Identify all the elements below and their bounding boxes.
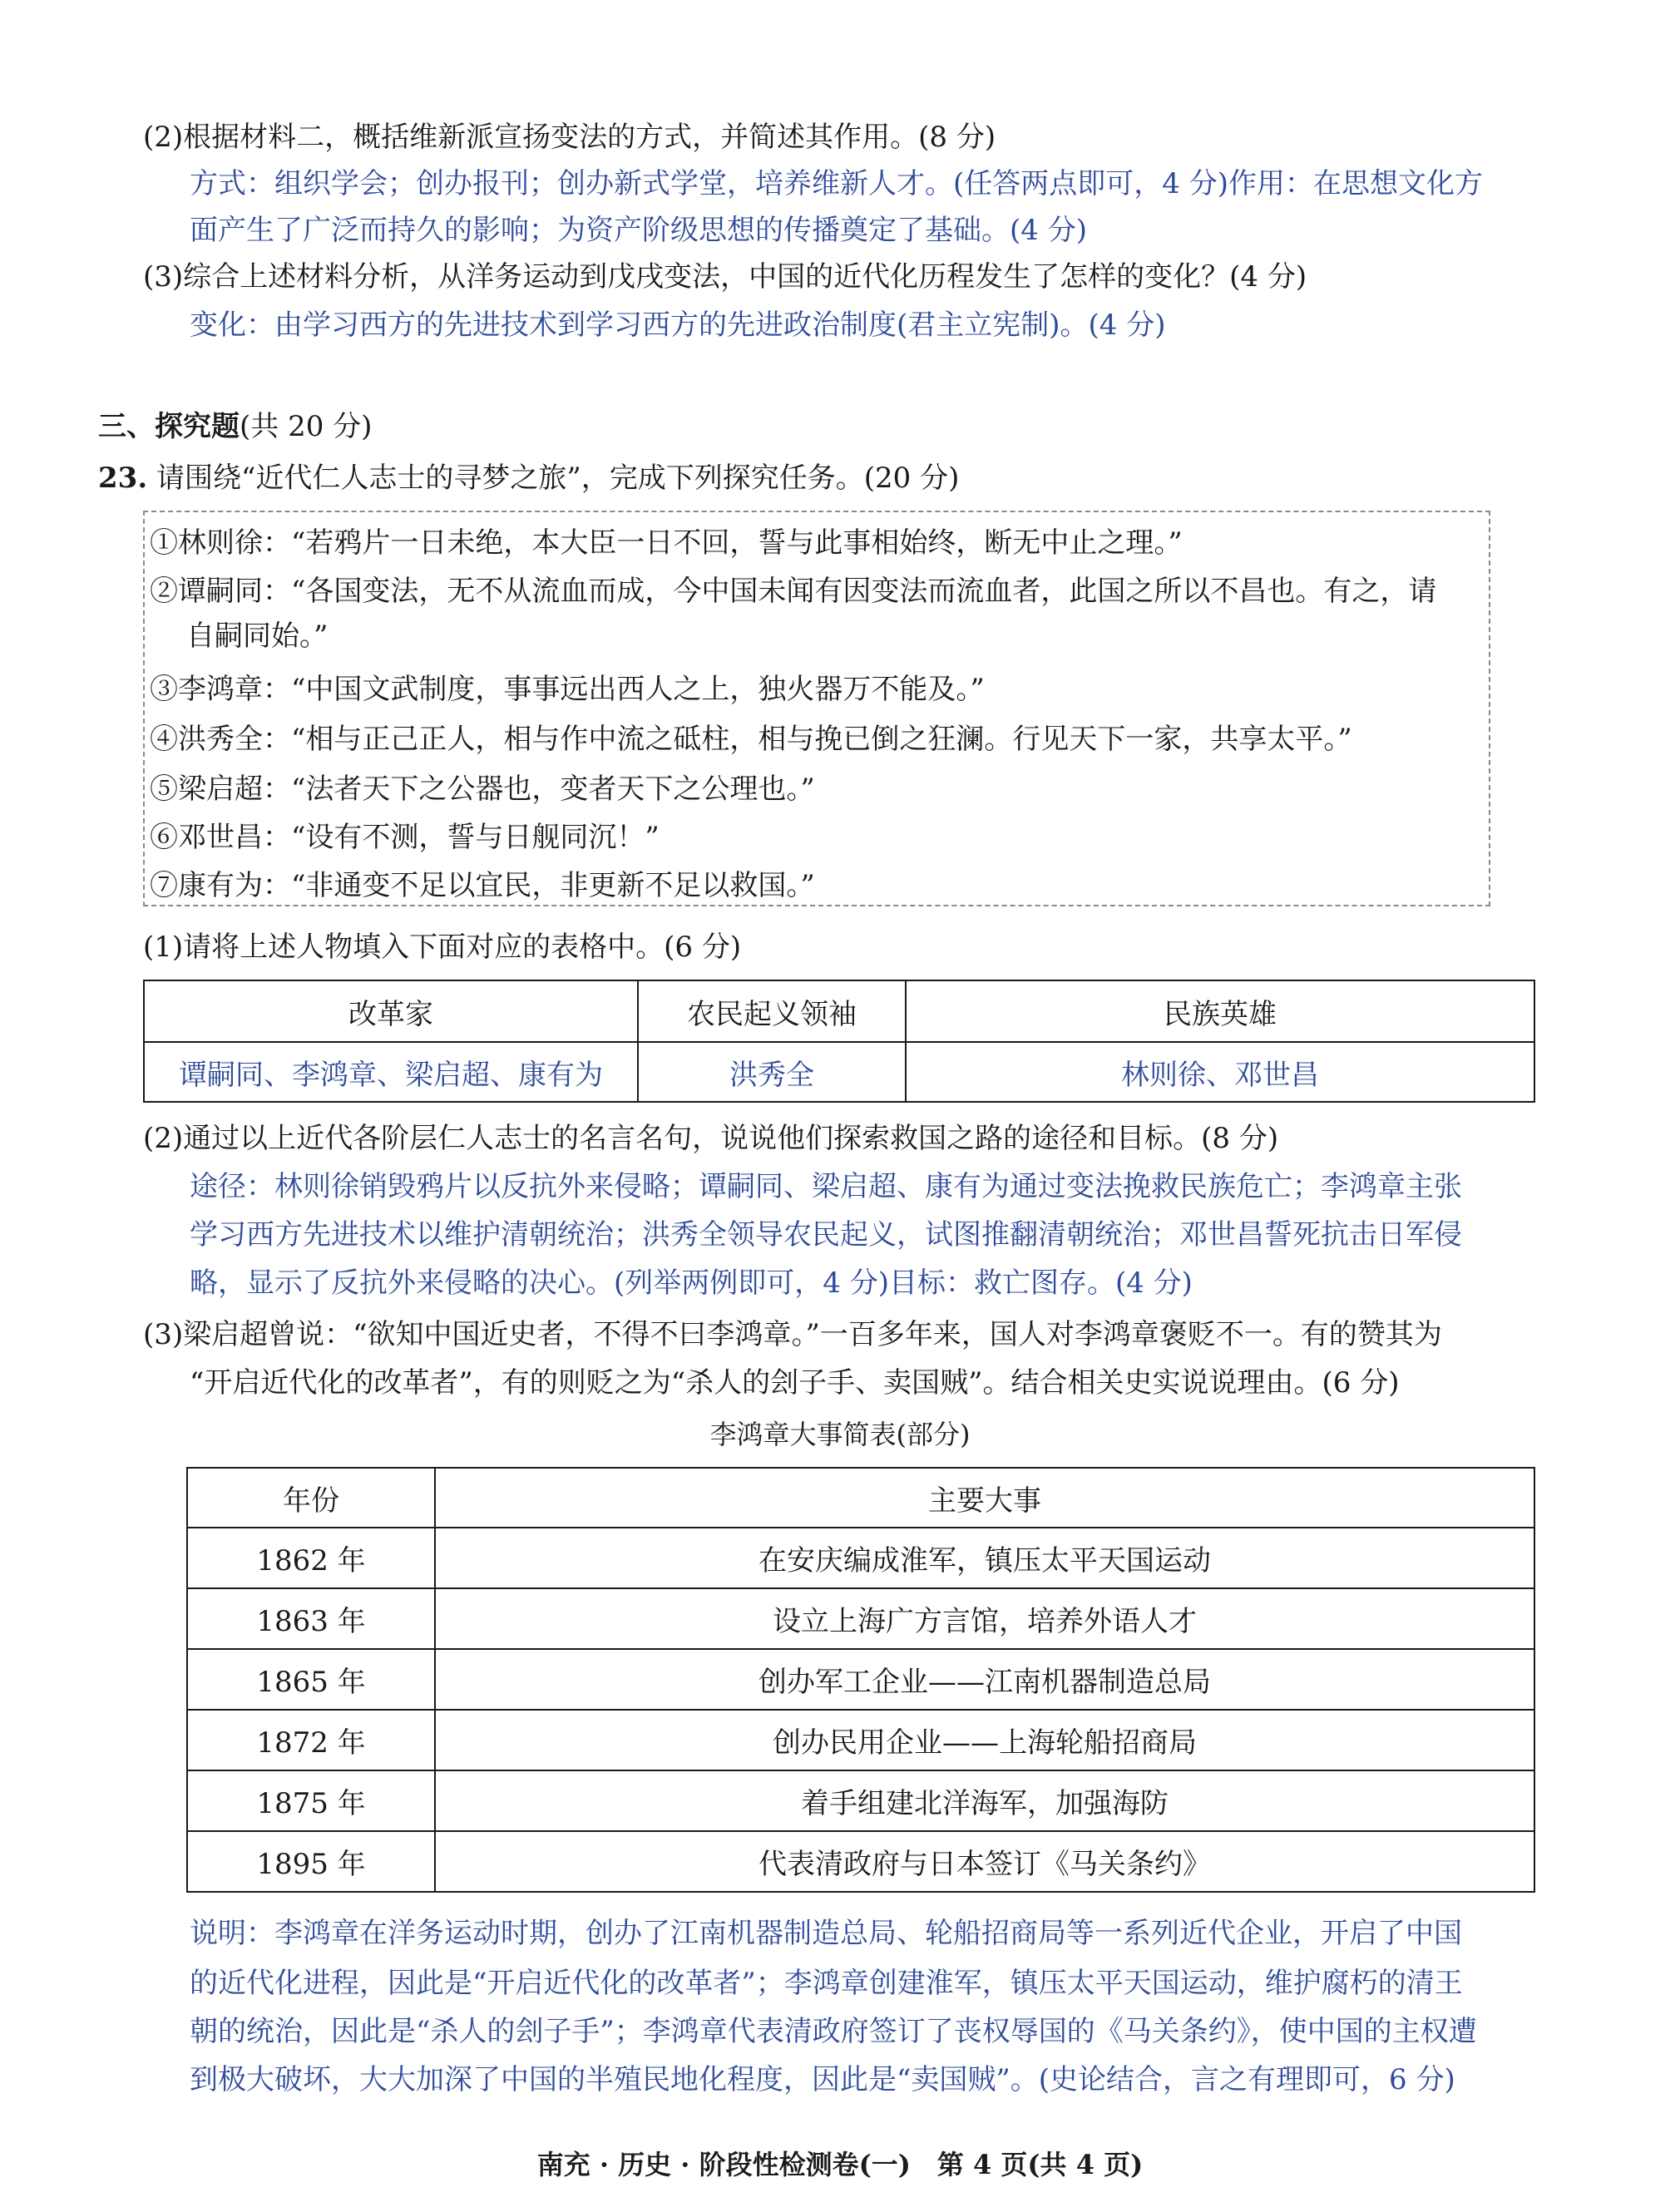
figures-table bbox=[143, 980, 1535, 1103]
answer-3: 变化：由学习西方的先进技术到学习西方的先进政治制度(君主立宪制)。(4 分) bbox=[190, 309, 1166, 342]
row-event: 着手组建北洋海军，加强海防 bbox=[435, 1770, 1534, 1831]
quote-7: ⑦康有为：“非通变不足以宜民，非更新不足以救国。” bbox=[150, 869, 815, 902]
quote-1: ①林则徐：“若鸦片一日未绝，本大臣一日不回，誓与此事相始终，断无中止之理。” bbox=[150, 526, 1183, 560]
sub-question-1: (1)请将上述人物填入下面对应的表格中。(6 分) bbox=[143, 931, 742, 964]
header-event: 主要大事 bbox=[435, 1468, 1534, 1528]
table-row bbox=[187, 1528, 1534, 1588]
header-peasant-leader: 农民起义领袖 bbox=[638, 980, 906, 1042]
quote-6: ⑥邓世昌：“设有不测，誓与日舰同沉！” bbox=[150, 821, 660, 854]
row-event: 创办军工企业——江南机器制造总局 bbox=[435, 1649, 1534, 1710]
section-heading bbox=[98, 407, 372, 446]
table-row bbox=[187, 1588, 1534, 1649]
row-event: 设立上海广方言馆，培养外语人才 bbox=[435, 1588, 1534, 1649]
quote-4: ④洪秀全：“相与正己正人，相与作中流之砥柱，相与挽已倒之狂澜。行见天下一家，共享太平。” bbox=[150, 723, 1352, 756]
row-event: 代表清政府与日本签订《马关条约》 bbox=[435, 1831, 1534, 1892]
row-year: 1862 年 bbox=[187, 1528, 435, 1588]
answer-national-hero: 林则徐、邓世昌 bbox=[906, 1042, 1534, 1102]
table-row bbox=[187, 1770, 1534, 1831]
answer-reformer: 谭嗣同、李鸿章、梁启超、康有为 bbox=[144, 1042, 638, 1102]
question-23-text: 请围绕“近代仁人志士的寻梦之旅”，完成下列探究任务。(20 分) bbox=[156, 462, 960, 495]
sub-answer-3-line-2: 的近代化进程，因此是“开启近代化的改革者”；李鸿章创建淮军，镇压太平天国运动，维护腐朽的清王 bbox=[190, 1967, 1463, 2000]
sub-question-3-line-1: (3)梁启超曾说：“欲知中国近史者，不得不曰李鸿章。”一百多年来，国人对李鸿章褒贬不一。有的赞其为 bbox=[143, 1318, 1442, 1351]
header-reformer: 改革家 bbox=[144, 980, 638, 1042]
header-national-hero: 民族英雄 bbox=[906, 980, 1534, 1042]
answer-2-line-1: 方式：组织学会；创办报刊；创办新式学堂，培养维新人才。(任答两点即可，4 分)作用：在思想文化方 bbox=[190, 167, 1483, 200]
row-year: 1895 年 bbox=[187, 1831, 435, 1892]
sub-answer-3-line-4: 到极大破坏，大大加深了中国的半殖民地化程度，因此是“卖国贼”。(史论结合，言之有理即可，6 分) bbox=[190, 2063, 1455, 2096]
table-row bbox=[187, 1710, 1534, 1770]
sub-answer-3-line-3: 朝的统治，因此是“杀人的刽子手”；李鸿章代表清政府签订了丧权辱国的《马关条约》，使中国的主权遭 bbox=[190, 2015, 1477, 2048]
question-23 bbox=[98, 459, 959, 497]
row-year: 1875 年 bbox=[187, 1770, 435, 1831]
sub-question-2: (2)通过以上近代各阶层仁人志士的名言名句，说说他们探索救国之路的途径和目标。(8 分) bbox=[143, 1122, 1279, 1155]
quote-2-cont: 自嗣同始。” bbox=[186, 620, 329, 653]
answer-2-line-2: 面产生了广泛而持久的影响；为资产阶级思想的传播奠定了基础。(4 分) bbox=[190, 214, 1087, 247]
page-footer: 南充 · 历史 · 阶段性检测卷(一) 第 4 页(共 4 页) bbox=[536, 2149, 1144, 2180]
question-2: (2)根据材料二，概括维新派宣扬变法的方式，并简述其作用。(8 分) bbox=[143, 121, 996, 154]
row-year: 1872 年 bbox=[187, 1710, 435, 1770]
question-3: (3)综合上述材料分析，从洋务运动到戊戌变法，中国的近代化历程发生了怎样的变化？(4 分) bbox=[143, 260, 1307, 294]
sub-question-3-line-2: “开启近代化的改革者”，有的则贬之为“杀人的刽子手、卖国贼”。结合相关史实说说理由。(6 分) bbox=[190, 1366, 1400, 1400]
row-year: 1863 年 bbox=[187, 1588, 435, 1649]
answer-peasant-leader: 洪秀全 bbox=[638, 1042, 906, 1102]
sub-answer-2-line-2: 学习西方先进技术以维护清朝统治；洪秀全领导农民起义，试图推翻清朝统治；邓世昌誓死抗击日军侵 bbox=[190, 1218, 1462, 1252]
section-heading-score: (共 20 分) bbox=[240, 410, 373, 443]
events-table bbox=[186, 1467, 1535, 1893]
table-row bbox=[187, 1649, 1534, 1710]
sub-answer-2-line-1: 途径：林则徐销毁鸦片以反抗外来侵略；谭嗣同、梁启超、康有为通过变法挽救民族危亡；李鸿章主张 bbox=[190, 1170, 1462, 1203]
quote-3: ③李鸿章：“中国文武制度，事事远出西人之上，独火器万不能及。” bbox=[150, 673, 985, 706]
row-year: 1865 年 bbox=[187, 1649, 435, 1710]
table-row bbox=[187, 1831, 1534, 1892]
row-event: 创办民用企业——上海轮船招商局 bbox=[435, 1710, 1534, 1770]
table-caption: 李鸿章大事简表(部分) bbox=[709, 1419, 971, 1450]
row-event: 在安庆编成淮军，镇压太平天国运动 bbox=[435, 1528, 1534, 1588]
quote-2: ②谭嗣同：“各国变法，无不从流血而成，今中国未闻有因变法而流血者，此国之所以不昌也。有之，请 bbox=[150, 575, 1437, 608]
sub-answer-2-line-3: 略，显示了反抗外来侵略的决心。(列举两例即可，4 分)目标：救亡图存。(4 分) bbox=[190, 1266, 1193, 1300]
quote-5: ⑤梁启超：“法者天下之公器也，变者天下之公理也。” bbox=[150, 773, 815, 806]
header-year: 年份 bbox=[187, 1468, 435, 1528]
question-23-number: 23. bbox=[98, 462, 148, 495]
sub-answer-3-line-1: 说明：李鸿章在洋务运动时期，创办了江南机器制造总局、轮船招商局等一系列近代企业，开启了中国 bbox=[190, 1917, 1462, 1950]
section-heading-title: 三、探究题 bbox=[98, 410, 240, 443]
